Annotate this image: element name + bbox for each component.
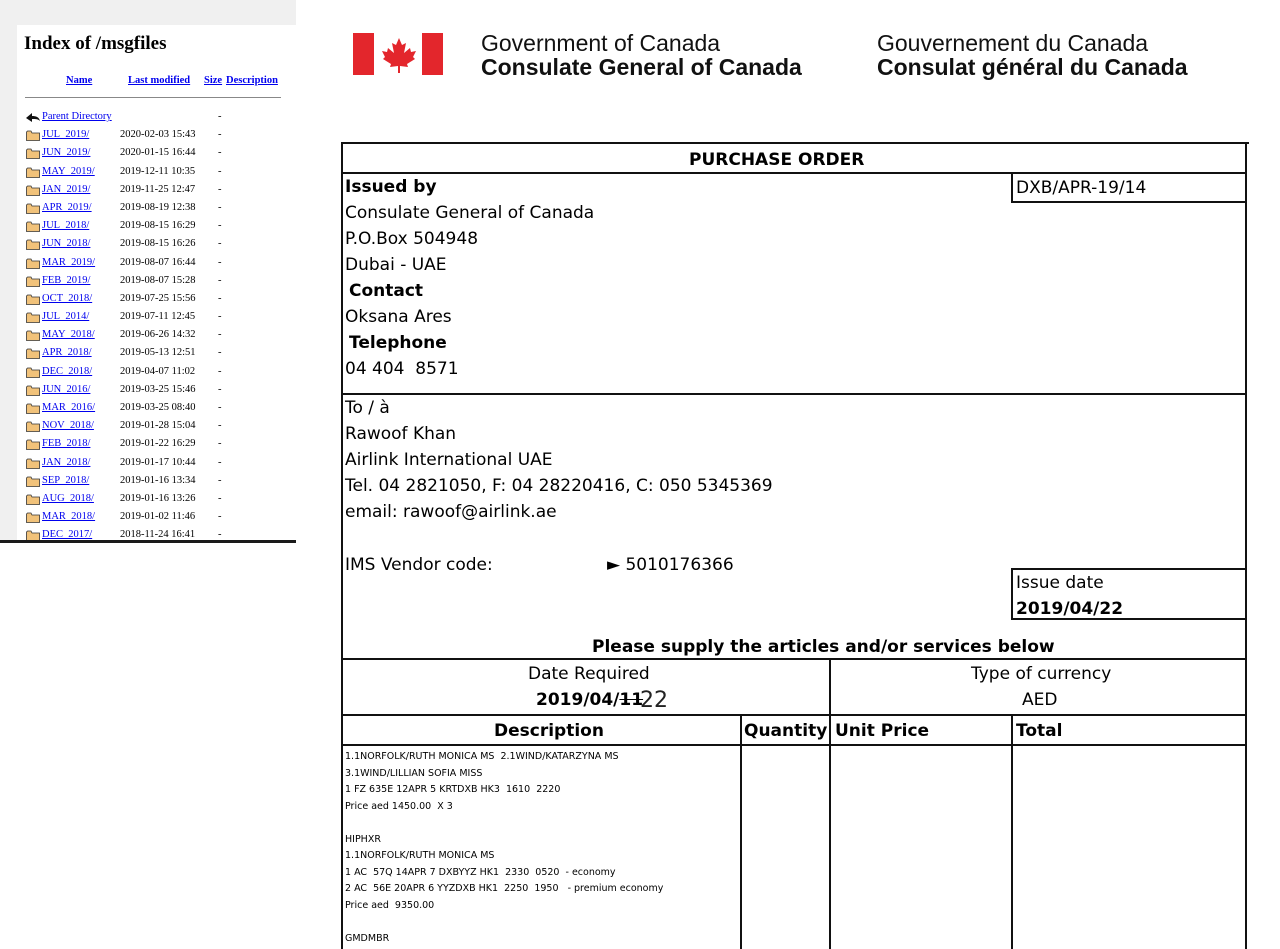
directory-row — [26, 273, 296, 291]
description-line — [345, 815, 737, 832]
folder-link[interactable]: NOV_2018/ — [42, 420, 94, 432]
directory-row — [26, 491, 296, 509]
folder-link[interactable]: JUL_2018/ — [42, 220, 90, 232]
total-column-header: Total — [1016, 721, 1063, 741]
last-modified: 2019-05-13 12:51 — [120, 347, 196, 359]
issue-date-label: Issue date — [1016, 573, 1104, 593]
directory-row — [26, 364, 296, 382]
folder-link[interactable]: JUL_2019/ — [42, 129, 90, 141]
supply-instructions: Please supply the articles and/or services below — [592, 637, 1055, 657]
currency-label: Type of currency — [971, 664, 1112, 684]
contact-label: Contact — [349, 281, 424, 301]
folder-link[interactable]: APR_2019/ — [42, 201, 92, 213]
directory-row — [26, 436, 296, 454]
directory-row — [26, 291, 296, 309]
directory-row — [26, 218, 296, 236]
description-line: 1.1NORFOLK/RUTH MONICA MS 2.1WIND/KATARZYNA MS — [345, 751, 619, 762]
last-modified: 2020-01-15 16:44 — [120, 147, 196, 159]
description-line: 1.1NORFOLK/RUTH MONICA MS — [345, 850, 495, 861]
folder-icon — [26, 476, 40, 487]
folder-icon — [26, 348, 40, 359]
description-line: 3.1WIND/LILLIAN SOFIA MISS — [345, 767, 483, 779]
folder-icon — [26, 439, 40, 450]
description-line: Price aed 1450.00 X 3 — [345, 800, 453, 812]
date-required-value — [536, 690, 643, 710]
folder-link[interactable]: MAR_2019/ — [42, 256, 96, 268]
folder-link[interactable]: MAY_2018/ — [42, 329, 95, 341]
folder-link[interactable]: AUG_2018/ — [42, 492, 94, 504]
size: - — [218, 274, 222, 286]
folder-icon — [26, 458, 40, 469]
last-modified: 2019-07-11 12:45 — [120, 311, 196, 323]
directory-row — [26, 418, 296, 436]
directory-row — [26, 400, 296, 418]
folder-icon — [26, 185, 40, 196]
po-reference: DXB/APR-19/14 — [1016, 178, 1147, 198]
issuer-pobox: P.O.Box 504948 — [345, 229, 479, 249]
form-border-top — [341, 142, 1249, 144]
sort-by-name-link[interactable]: Name — [66, 75, 93, 86]
issue-date-value: 2019/04/22 — [1016, 599, 1124, 619]
size: - — [218, 420, 222, 432]
vendor-code: ► 5010176366 — [607, 555, 734, 575]
to-email: email: rawoof@airlink.ae — [345, 502, 557, 522]
date-required-printed: 2019/04/ — [536, 690, 620, 710]
last-modified: 2019-03-25 15:46 — [120, 383, 196, 395]
directory-rows — [26, 109, 296, 540]
issuer-section-divider — [341, 393, 1247, 395]
back-arrow-icon — [26, 112, 40, 123]
size: - — [218, 402, 222, 413]
folder-icon — [26, 512, 40, 523]
last-modified: 2019-01-02 11:46 — [120, 511, 196, 523]
folder-link[interactable]: SEP_2018/ — [42, 474, 90, 486]
size: - — [218, 438, 222, 450]
directory-row — [26, 309, 296, 327]
reference-box-bottom — [1011, 201, 1247, 203]
size: - — [218, 383, 222, 395]
page-title: Index of /msgfiles — [24, 33, 167, 54]
folder-icon — [26, 276, 40, 287]
size: - — [218, 256, 222, 268]
directory-row — [26, 145, 296, 163]
window-bottom-border — [0, 540, 296, 543]
folder-icon — [26, 421, 40, 432]
directory-row — [26, 509, 296, 527]
to-company: Airlink International UAE — [345, 450, 553, 470]
directory-row — [26, 164, 296, 182]
description-cell — [345, 749, 737, 947]
size: - — [218, 365, 222, 377]
total-column-left — [1011, 714, 1013, 949]
folder-icon — [26, 294, 40, 305]
last-modified: 2019-12-11 10:35 — [120, 165, 196, 177]
last-modified: 2019-01-16 13:34 — [120, 474, 196, 486]
folder-link[interactable]: APR_2018/ — [42, 347, 92, 359]
size: - — [218, 474, 222, 486]
last-modified: 2019-08-15 16:29 — [120, 220, 196, 232]
po-title: PURCHASE ORDER — [689, 150, 865, 170]
date-required-struck: 11 — [619, 690, 644, 710]
size: - — [218, 165, 222, 177]
description-line: 2 AC 56E 20APR 6 YYZDXB HK1 2250 1950 - premium economy — [345, 883, 664, 894]
size: - — [218, 220, 222, 232]
last-modified: 2019-01-16 13:26 — [120, 492, 196, 504]
issuer-city: Dubai - UAE — [345, 255, 447, 275]
folder-icon — [26, 494, 40, 505]
last-modified: 2019-04-07 11:02 — [120, 365, 196, 377]
folder-icon — [26, 312, 40, 323]
folder-link[interactable]: JAN_2019/ — [42, 183, 91, 195]
size: - — [218, 492, 222, 504]
flag-left-bar — [353, 33, 374, 75]
size: - — [218, 511, 222, 523]
folder-link[interactable]: OCT_2018/ — [42, 292, 93, 304]
last-modified: 2019-08-07 16:44 — [120, 256, 196, 268]
contact-name: Oksana Ares — [345, 307, 452, 327]
directory-row — [26, 127, 296, 145]
directory-row — [26, 455, 296, 473]
folder-icon — [26, 385, 40, 396]
letterhead-en-line2: Consulate General of Canada — [481, 54, 802, 80]
folder-link[interactable]: JAN_2018/ — [42, 456, 91, 468]
last-modified: 2019-11-25 12:47 — [120, 183, 196, 195]
sort-by-size-link[interactable]: Size — [204, 75, 223, 86]
vendor-code-label: IMS Vendor code: — [345, 555, 493, 575]
folder-link[interactable]: MAR_2016/ — [42, 402, 96, 413]
folder-icon — [26, 167, 40, 178]
last-modified: 2019-06-26 14:32 — [120, 329, 196, 341]
folder-link[interactable]: JUL_2014/ — [42, 311, 90, 323]
to-telephone: Tel. 04 2821050, F: 04 28220416, C: 050 5345369 — [345, 476, 773, 496]
unit-price-column-header: Unit Price — [835, 721, 930, 741]
header-divider — [25, 97, 281, 98]
title-row-divider — [341, 172, 1247, 174]
column-header-bottom — [341, 744, 1247, 746]
flag-right-bar — [422, 33, 443, 75]
letterhead-fr-line2: Consulat général du Canada — [877, 54, 1188, 80]
folder-link[interactable]: MAY_2019/ — [42, 165, 95, 177]
folder-link[interactable]: FEB_2019/ — [42, 274, 91, 286]
sort-by-description-link[interactable]: Description — [226, 75, 278, 86]
parent-directory-row — [26, 109, 296, 127]
maple-leaf-icon — [376, 33, 422, 75]
folder-icon — [26, 330, 40, 341]
currency-value: AED — [1022, 690, 1058, 710]
size: - — [218, 183, 222, 195]
letterhead-fr-line1: Gouvernement du Canada — [877, 30, 1149, 56]
folder-icon — [26, 367, 40, 378]
folder-icon — [26, 221, 40, 232]
folder-icon — [26, 239, 40, 250]
letterhead-en-line1: Government of Canada — [481, 30, 721, 56]
unit-price-column-left — [829, 658, 831, 949]
size: - — [218, 238, 222, 250]
description-line — [345, 914, 737, 931]
last-modified: 2019-08-07 15:28 — [120, 274, 196, 286]
size: - — [218, 311, 222, 323]
issued-by-label: Issued by — [345, 177, 437, 197]
parent-size: - — [218, 111, 222, 122]
last-modified: 2018-11-24 16:41 — [120, 529, 196, 540]
date-required-label: Date Required — [528, 664, 650, 684]
reference-box-left — [1011, 172, 1013, 203]
last-modified: 2020-02-03 15:43 — [120, 129, 196, 141]
directory-listing-page — [17, 25, 296, 540]
directory-row — [26, 345, 296, 363]
folder-link[interactable]: FEB_2018/ — [42, 438, 91, 450]
supply-row-divider — [341, 658, 1247, 660]
form-border-right — [1245, 142, 1247, 949]
folder-icon — [26, 258, 40, 269]
directory-row — [26, 200, 296, 218]
issue-date-box-top — [1011, 568, 1247, 570]
folder-icon — [26, 148, 40, 159]
last-modified: 2019-08-19 12:38 — [120, 201, 196, 213]
folder-link[interactable]: MAR_2018/ — [42, 511, 96, 523]
description-line: 1 AC 57Q 14APR 7 DXBYYZ HK1 2330 0520 - economy — [345, 866, 616, 878]
to-name: Rawoof Khan — [345, 424, 457, 444]
description-column-header: Description — [494, 721, 604, 741]
folder-link[interactable]: JUN_2016/ — [42, 383, 91, 395]
telephone-label: Telephone — [349, 333, 447, 353]
description-line: Price aed 9350.00 — [345, 899, 435, 911]
directory-row — [26, 382, 296, 400]
to-label: To / à — [345, 398, 390, 418]
folder-icon — [26, 530, 40, 540]
folder-icon — [26, 203, 40, 214]
last-modified: 2019-07-25 15:56 — [120, 292, 196, 304]
size: - — [218, 347, 222, 359]
quantity-column-left — [740, 714, 742, 949]
folder-link[interactable]: JUN_2019/ — [42, 147, 91, 159]
directory-row — [26, 327, 296, 345]
size: - — [218, 329, 222, 341]
column-header-top — [341, 714, 1247, 716]
last-modified: 2019-01-22 16:29 — [120, 438, 196, 450]
last-modified: 2019-08-15 16:26 — [120, 238, 196, 250]
description-line: 1 FZ 635E 12APR 5 KRTDXB HK3 1610 2220 — [345, 784, 561, 795]
description-line: HIPHXR — [345, 833, 381, 845]
telephone-number: 04 404 8571 — [345, 359, 459, 379]
form-border-left — [341, 142, 343, 949]
parent-directory-link[interactable]: Parent Directory — [42, 111, 112, 122]
folder-link[interactable]: DEC_2018/ — [42, 365, 93, 377]
folder-link[interactable]: DEC_2017/ — [42, 529, 93, 540]
issuer-name: Consulate General of Canada — [345, 203, 595, 223]
last-modified: 2019-01-17 10:44 — [120, 456, 196, 468]
date-required-handwritten-correction: 22 — [640, 688, 668, 713]
folder-link[interactable]: JUN_2018/ — [42, 238, 91, 250]
size: - — [218, 201, 222, 213]
directory-listing-window — [0, 0, 296, 543]
folder-icon — [26, 403, 40, 414]
directory-row — [26, 236, 296, 254]
size: - — [218, 147, 222, 159]
sort-by-last-modified-link[interactable]: Last modified — [128, 75, 191, 86]
size: - — [218, 292, 222, 304]
directory-row — [26, 473, 296, 491]
quantity-column-header: Quantity — [744, 721, 828, 741]
directory-row — [26, 255, 296, 273]
issue-date-box-left — [1011, 568, 1013, 620]
size: - — [218, 456, 222, 468]
directory-row — [26, 527, 296, 540]
size: - — [218, 129, 222, 141]
folder-icon — [26, 130, 40, 141]
size: - — [218, 529, 222, 540]
directory-row — [26, 182, 296, 200]
last-modified: 2019-01-28 15:04 — [120, 420, 196, 432]
last-modified: 2019-03-25 08:40 — [120, 402, 196, 413]
description-line: GMDMBR — [345, 932, 390, 944]
